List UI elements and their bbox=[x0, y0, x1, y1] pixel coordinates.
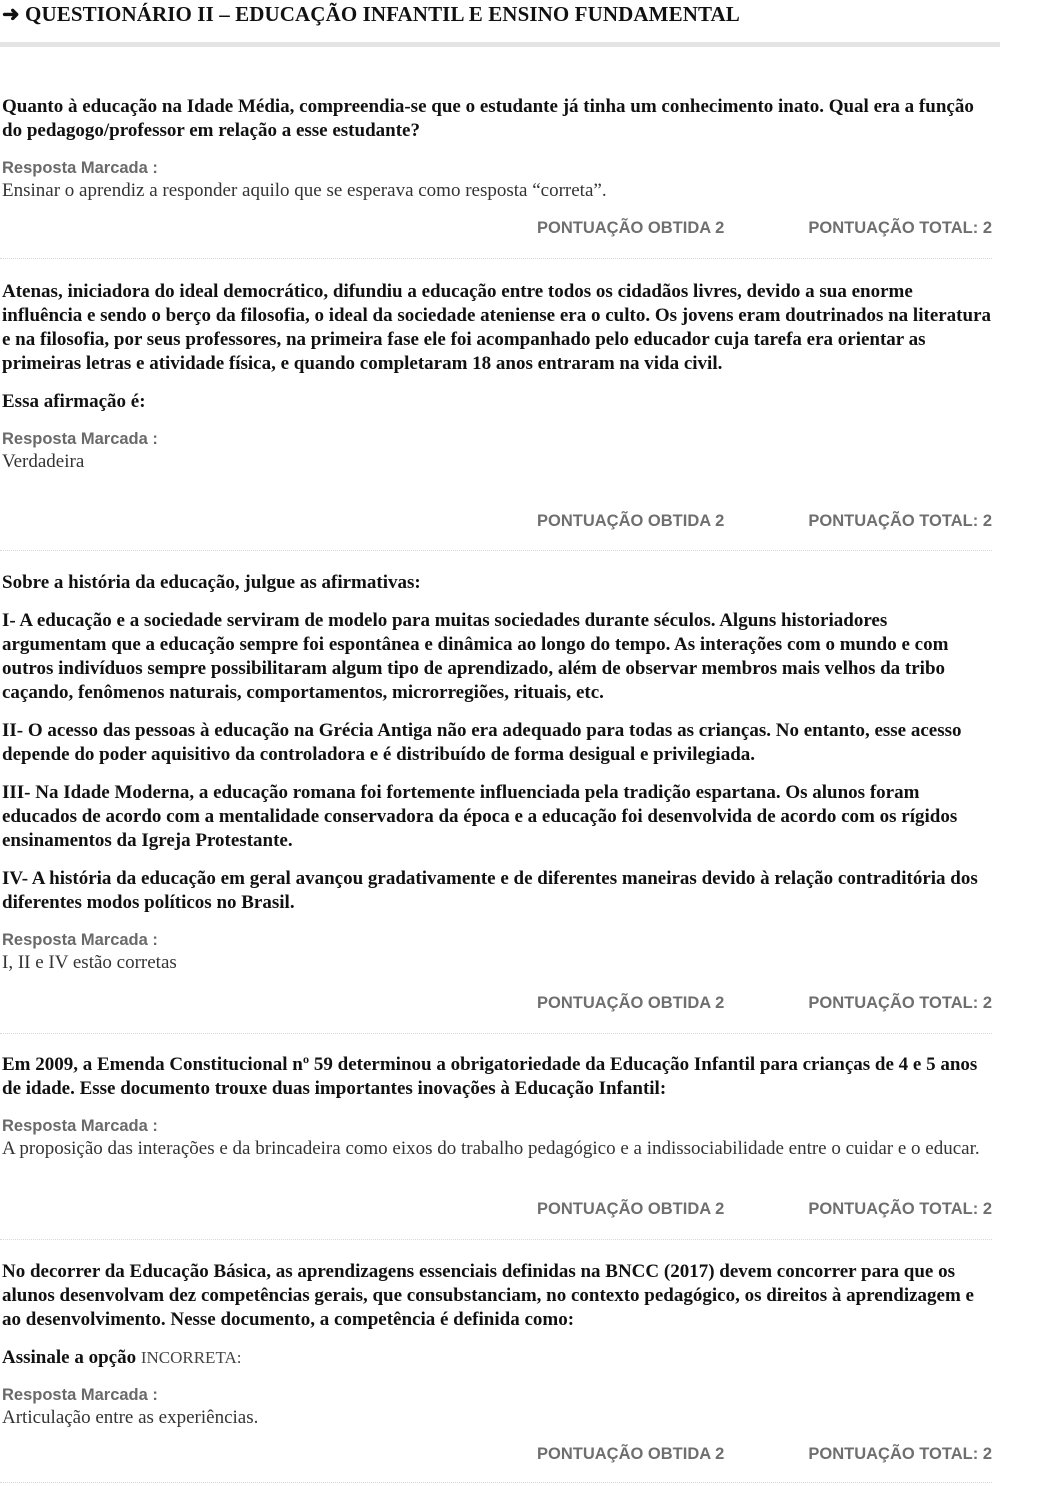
question-text: Quanto à educação na Idade Média, compreendia-se que o estudante já tinha um conhecimento inato. Qual era a função do pedagogo/professor em relação a esse estudante? bbox=[2, 96, 974, 141]
instruction-note: INCORRETA: bbox=[140, 1348, 242, 1367]
score-obtained: PONTUAÇÃO OBTIDA 2 bbox=[537, 1200, 725, 1218]
question-divider bbox=[0, 1033, 992, 1034]
answer-label: Resposta Marcada : bbox=[2, 931, 158, 949]
score-total: PONTUAÇÃO TOTAL: 2 bbox=[808, 1200, 992, 1218]
question-5 bbox=[2, 1260, 992, 1430]
score-obtained: PONTUAÇÃO OBTIDA 2 bbox=[537, 219, 725, 237]
question-divider bbox=[0, 1239, 992, 1240]
score-row bbox=[0, 994, 992, 1018]
answer-label: Resposta Marcada : bbox=[2, 430, 158, 448]
score-obtained: PONTUAÇÃO OBTIDA 2 bbox=[537, 994, 725, 1012]
score-row bbox=[0, 512, 992, 536]
question-divider bbox=[0, 258, 992, 259]
score-obtained: PONTUAÇÃO OBTIDA 2 bbox=[537, 512, 725, 530]
instruction-prefix: Assinale a opção bbox=[2, 1347, 141, 1368]
question-text: Sobre a história da educação, julgue as afirmativas: bbox=[2, 572, 421, 593]
answer-value: Articulação entre as experiências. bbox=[2, 1407, 259, 1428]
score-total: PONTUAÇÃO TOTAL: 2 bbox=[808, 219, 992, 237]
question-text: No decorrer da Educação Básica, as aprendizagens essenciais definidas na BNCC (2017) devem concorrer para que os alunos desenvolvam dez competências gerais, que consubstanciam, no contexto pedagógico, os direitos à aprendizagem e ao desenvolvimento. Nesse documento, a competência é definida como: bbox=[2, 1261, 974, 1330]
question-text: Atenas, iniciadora do ideal democrático, difundiu a educação entre todos os cidadãos livres, devido a sua enorme influência e sendo o berço da filosofia, o ideal da sociedade ateniense era o culto. Os jovens eram doutrinados na literatura e na filosofia, por seus professores, na primeira fase ele foi acompanhado pelo educador cuja tarefa era orientar as primeiras letras e atividade física, e quando completaram 18 anos entraram na vida civil. bbox=[2, 281, 992, 374]
statement-i: I- A educação e a sociedade serviram de modelo para muitas sociedades durante séculos. Alguns historiadores argumentam que a educação sempre foi espontânea e dinâmica ao longo do tempo. As interações com o mundo e com outros indivíduos sempre possibilitaram algum tipo de aprendizado, além de observar membros mais velhos da tribo caçando, fenômenos naturais, comportamentos, microrregiões, rituais, etc. bbox=[2, 610, 949, 703]
answer-value: Verdadeira bbox=[2, 451, 85, 472]
question-prompt: Essa afirmação é: bbox=[2, 391, 146, 412]
score-obtained: PONTUAÇÃO OBTIDA 2 bbox=[537, 1445, 725, 1463]
header-divider bbox=[0, 42, 1000, 47]
score-row bbox=[0, 219, 992, 243]
statement-ii: II- O acesso das pessoas à educação na Grécia Antiga não era adequado para todas as crianças. No entanto, esse acesso depende do poder aquisitivo da controladora e é distribuído de forma desigual e privilegiada. bbox=[2, 720, 962, 765]
question-1 bbox=[2, 95, 992, 203]
answer-value: A proposição das interações e da brincadeira como eixos do trabalho pedagógico e a indissociabilidade entre o cuidar e o educar. bbox=[2, 1138, 980, 1159]
question-2 bbox=[2, 280, 992, 474]
score-total: PONTUAÇÃO TOTAL: 2 bbox=[808, 1445, 992, 1463]
question-divider bbox=[0, 1482, 992, 1483]
statement-iv: IV- A história da educação em geral avançou gradativamente e de diferentes maneiras devido à relação contraditória dos diferentes modos políticos no Brasil. bbox=[2, 868, 978, 913]
score-total: PONTUAÇÃO TOTAL: 2 bbox=[808, 512, 992, 530]
page-header bbox=[0, 0, 1057, 42]
answer-label: Resposta Marcada : bbox=[2, 1386, 158, 1404]
question-divider bbox=[0, 550, 992, 551]
question-4 bbox=[2, 1053, 992, 1161]
statement-iii: III- Na Idade Moderna, a educação romana foi fortemente influenciada pela tradição espartana. Os alunos foram educados de acordo com a mentalidade conservadora da época e a educação foi desenvolvida de acordo com os rígidos ensinamentos da Igreja Protestante. bbox=[2, 782, 958, 851]
question-prompt bbox=[2, 1346, 992, 1370]
page-title: ➜ QUESTIONÁRIO II – EDUCAÇÃO INFANTIL E ENSINO FUNDAMENTAL bbox=[2, 2, 740, 26]
answer-label: Resposta Marcada : bbox=[2, 159, 158, 177]
question-text: Em 2009, a Emenda Constitucional nº 59 determinou a obrigatoriedade da Educação Infantil para crianças de 4 e 5 anos de idade. Esse documento trouxe duas importantes inovações à Educação Infantil: bbox=[2, 1054, 978, 1099]
answer-value: Ensinar o aprendiz a responder aquilo que se esperava como resposta “correta”. bbox=[2, 180, 607, 201]
score-total: PONTUAÇÃO TOTAL: 2 bbox=[808, 994, 992, 1012]
score-row bbox=[0, 1445, 992, 1469]
question-3 bbox=[2, 571, 992, 975]
score-row bbox=[0, 1200, 992, 1224]
answer-label: Resposta Marcada : bbox=[2, 1117, 158, 1135]
answer-value: I, II e IV estão corretas bbox=[2, 952, 177, 973]
